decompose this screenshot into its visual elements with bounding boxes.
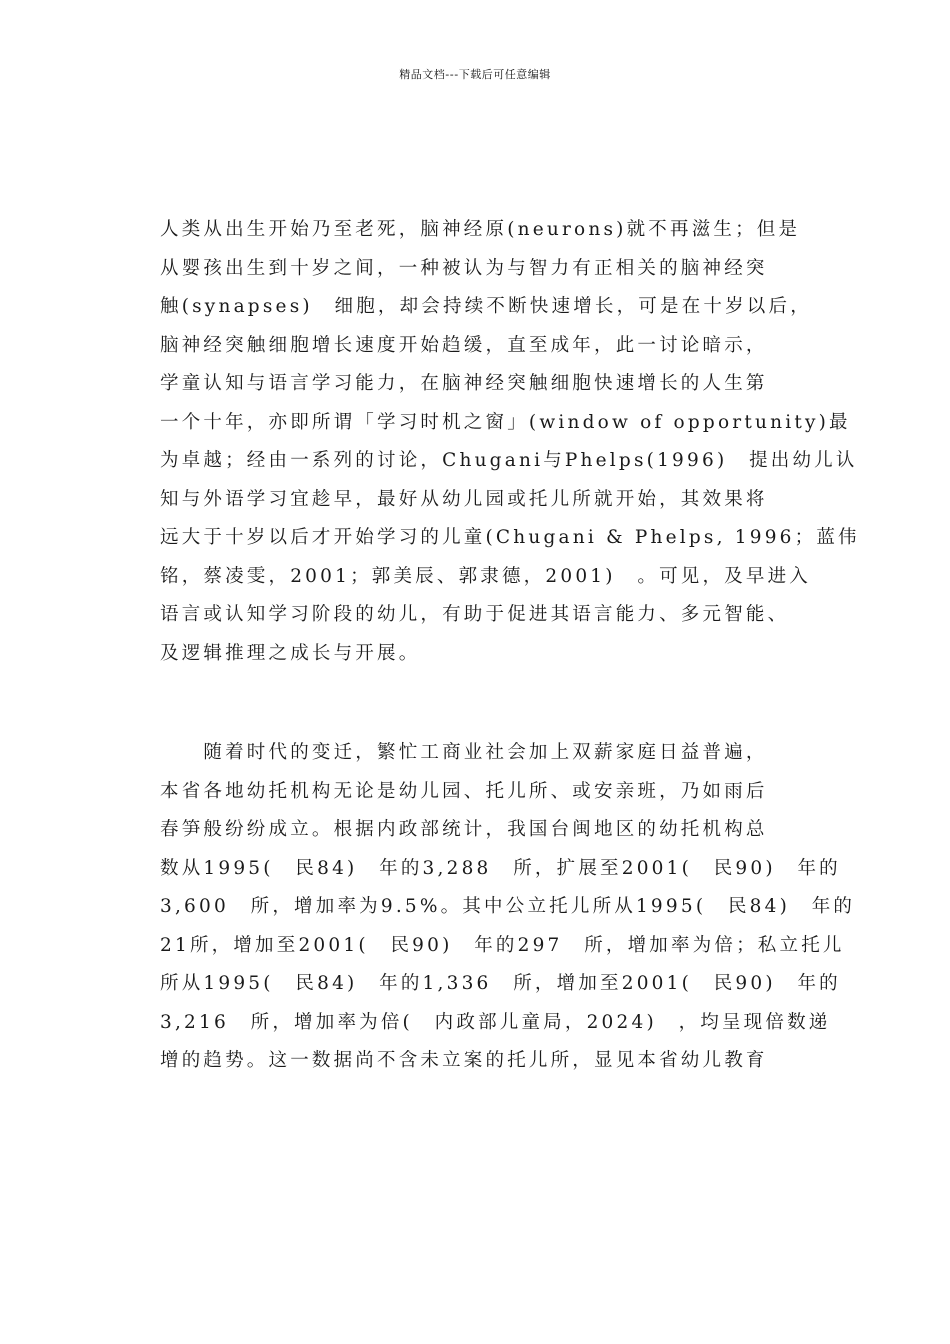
text-line: 脑神经突触细胞增长速度开始趋缓，直至成年，此一讨论暗示， [160, 334, 768, 356]
page-header: 精品文档---下载后可任意编辑 [399, 68, 551, 81]
text-line: 所从1995( 民84) 年的1,336 所，增加至2001( 民90) 年的 [160, 973, 841, 994]
text-line: 为卓越；经由一系列的讨论，Chugani与Phelps(1996) 提出幼儿认 [160, 450, 858, 471]
text-line: 21所，增加至2001( 民90) 年的297 所，增加率为倍；私立托儿 [160, 934, 845, 956]
paragraph-1 [160, 211, 860, 673]
text-line: 触(synapses) 细胞，却会持续不断快速增长，可是在十岁以后， [160, 296, 812, 317]
text-line: 人类从出生开始乃至老死，脑神经原(neurons)就不再滋生；但是 [160, 219, 801, 240]
text-line: 一个十年，亦即所谓「学习时机之窗」(window of opportunity)最 [160, 411, 851, 433]
text-line: 语言或认知学习阶段的幼儿，有助于促进其语言能力、多元智能、 [160, 604, 790, 625]
text-line: 本省各地幼托机构无论是幼儿园、托儿所、或安亲班，乃如雨后 [160, 780, 768, 802]
text-line: 及逻辑推理之成长与开展。 [160, 642, 421, 664]
paragraph-2 [160, 734, 856, 1081]
text-line: 随着时代的变迁，繁忙工商业社会加上双薪家庭日益普遍， [160, 742, 768, 763]
text-line: 3,600 所，增加率为9.5%。其中公立托儿所从1995( 民84) 年的 [160, 896, 856, 917]
text-line: 数从1995( 民84) 年的3,288 所，扩展至2001( 民90) 年的 [160, 857, 841, 879]
text-line: 知与外语学习宜趁早，最好从幼儿园或托儿所就开始，其效果将 [160, 488, 768, 510]
text-line: 从婴孩出生到十岁之间，一种被认为与智力有正相关的脑神经突 [160, 257, 768, 279]
text-line: 学童认知与语言学习能力，在脑神经突触细胞快速增长的人生第 [160, 373, 768, 394]
text-line: 3,216 所，增加率为倍( 内政部儿童局，2024) ，均呈现倍数递 [160, 1011, 831, 1033]
text-line: 增的趋势。这一数据尚不含未立案的托儿所，显见本省幼儿教育 [160, 1050, 768, 1071]
text-line: 远大于十岁以后才开始学习的儿童(Chugani & Phelps, 1996；蓝伟 [160, 527, 860, 548]
text-line: 春笋般纷纷成立。根据内政部统计，我国台闽地区的幼托机构总 [160, 819, 768, 840]
text-line: 铭，蔡凌雯，2001；郭美辰、郭隶德，2001) 。可见，及早进入 [160, 565, 811, 587]
